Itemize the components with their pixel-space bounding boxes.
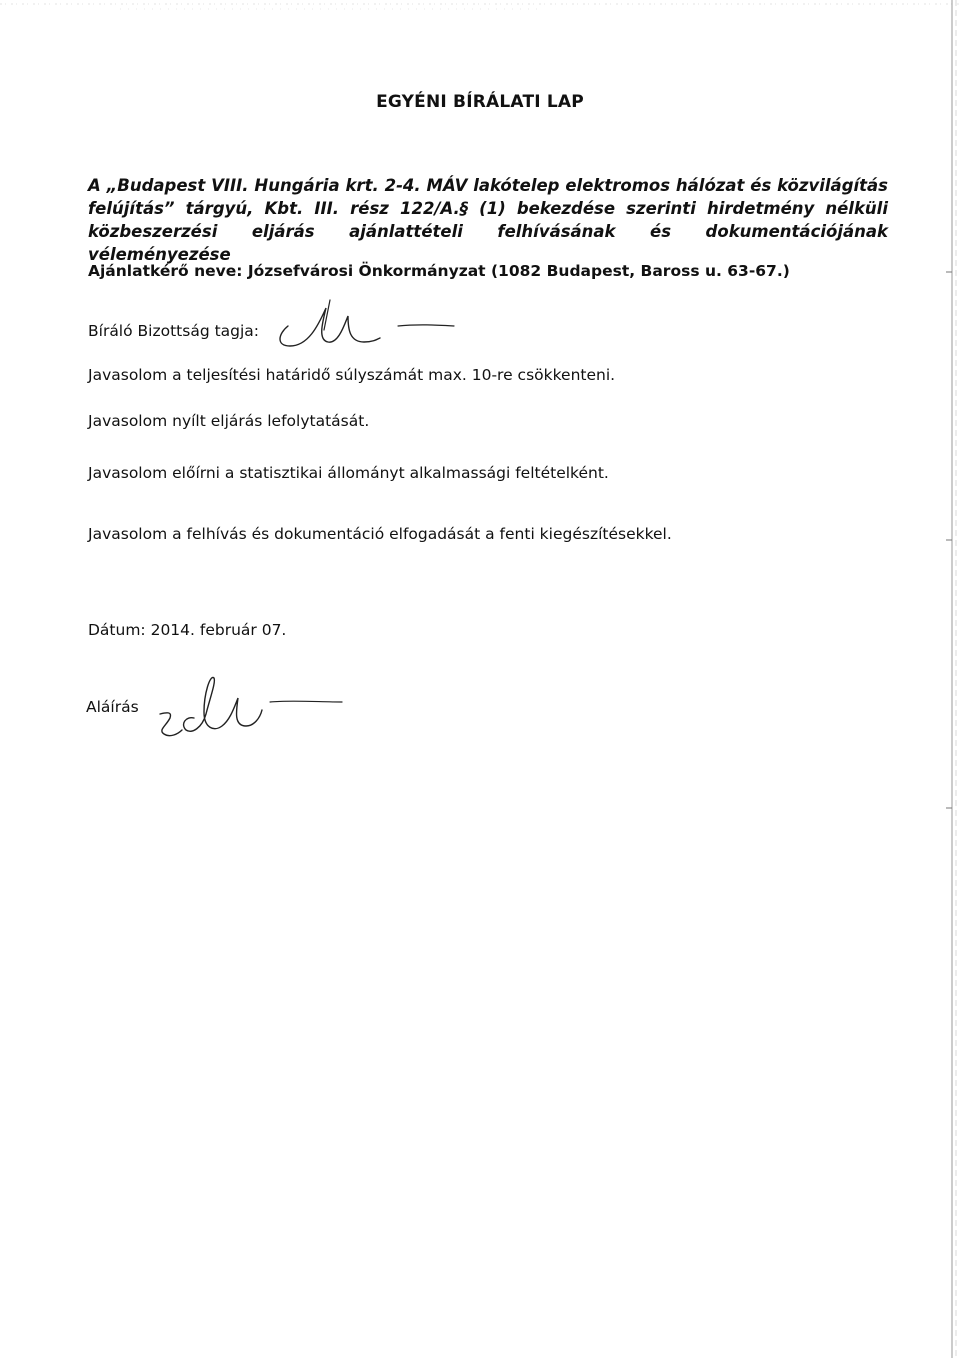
recommendation-1: Javasolom a teljesítési határidő súlyszámát max. 10-re csökkenteni. bbox=[88, 366, 616, 384]
signature-label: Aláírás bbox=[86, 698, 139, 716]
member-signature bbox=[268, 296, 458, 356]
committee-member-label: Bíráló Bizottság tagja: bbox=[88, 322, 260, 340]
document-date: Dátum: 2014. február 07. bbox=[88, 621, 287, 639]
subject-paragraph: A „Budapest VIII. Hungária krt. 2-4. MÁV lakótelep elektromos hálózat és közvilágítás felújítás” tárgyú, Kbt. III. rész 122/A.§ (1) bekezdése szerinti hirdetmény nélküli közbeszerzési eljárás ajánlattételi felhívásának és dokumentációjának véleményezése bbox=[88, 176, 888, 264]
scan-right-edge bbox=[944, 0, 960, 1358]
contracting-authority: Ajánlatkérő neve: Józsefvárosi Önkormányzat (1082 Budapest, Baross u. 63-67.) bbox=[88, 262, 790, 280]
final-signature bbox=[150, 668, 350, 748]
recommendation-2: Javasolom nyílt eljárás lefolytatását. bbox=[88, 412, 370, 430]
document-title: EGYÉNI BÍRÁLATI LAP bbox=[376, 92, 584, 112]
recommendation-4: Javasolom a felhívás és dokumentáció elfogadását a fenti kiegészítésekkel. bbox=[88, 525, 672, 543]
recommendation-3: Javasolom előírni a statisztikai állományt alkalmassági feltételként. bbox=[88, 464, 609, 482]
scan-top-edge bbox=[0, 0, 960, 12]
